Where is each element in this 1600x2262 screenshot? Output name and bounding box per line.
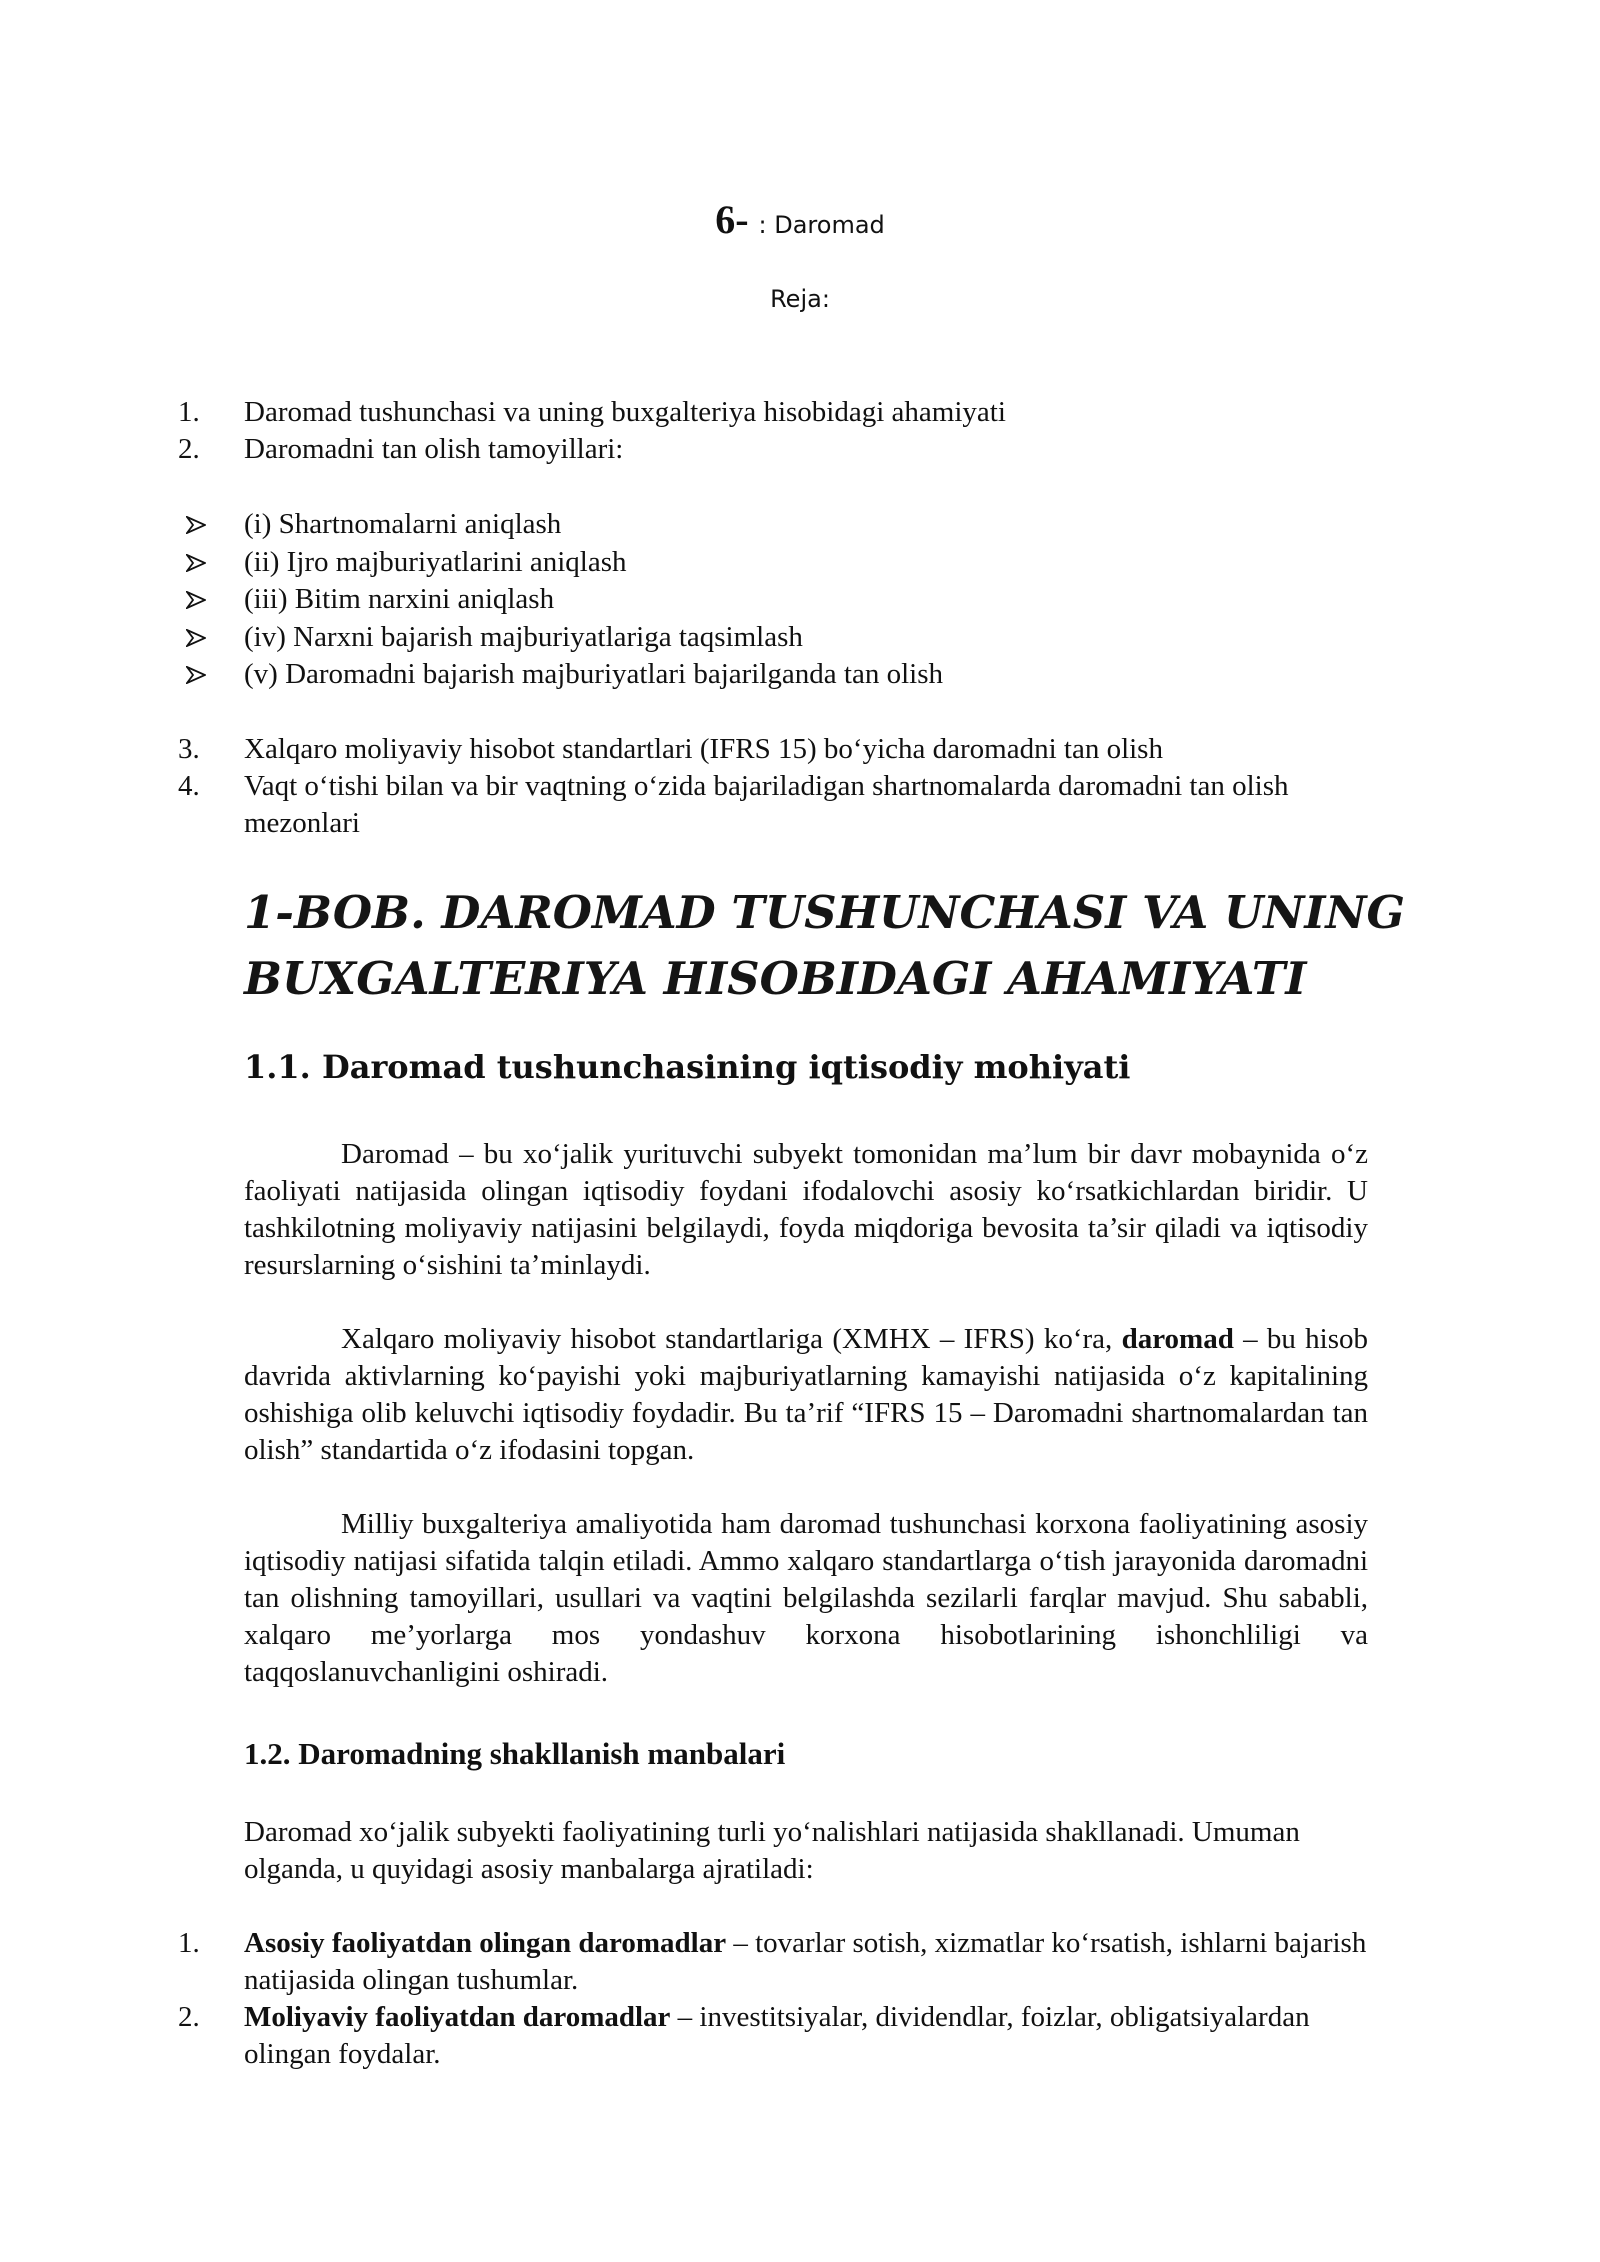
bullet-item — [178, 656, 1378, 694]
plan-list-b — [178, 731, 1378, 842]
list-number: 2. — [178, 2001, 200, 2033]
paragraph-text: Xalqaro moliyaviy hisobot standartlariga (XMHX – IFRS) ko‘ra, — [341, 1323, 1122, 1355]
list-number: 3. — [178, 733, 200, 765]
list-item — [178, 431, 1378, 468]
bullet-item — [178, 619, 1378, 657]
list-item-text: Xalqaro moliyaviy hisobot standartlari (IFRS 15) bo‘yicha daromadni tan olish — [244, 733, 1163, 765]
bold-term: Moliyaviy faoliyatdan daromadlar — [244, 2001, 671, 2033]
list-item-text: – investitsiyalar, dividendlar, foizlar, obligatsiyalardan olingan foydalar. — [244, 2001, 1310, 2070]
list-number: 1. — [178, 396, 200, 428]
arrowhead-bullet-icon — [186, 666, 206, 684]
list-item — [178, 1999, 1378, 2073]
topic-title: : Daromad — [758, 211, 885, 239]
bullet-text: (iv) Narxni bajarish majburiyatlariga taqsimlash — [244, 620, 803, 653]
bullet-text: (v) Daromadni bajarish majburiyatlari bajarilganda tan olish — [244, 658, 943, 690]
paragraph: Milliy buxgalteriya amaliyotida ham daromad tushunchasi korxona faoliyatining asosiy iqtisodiy natijasi sifatida talqin etiladi. Ammo xalqaro standartlarga o‘tish jarayonida daromadni tan olishning tamoyillari, usullari va vaqtini belgilashda sezilarli farqlar mavjud. Shu sababli, xalqaro me’yorlarga mos yondashuv korxona hisobotlarining ishonchliligi va taqqoslanuvchanligini oshiradi. — [244, 1508, 1368, 1688]
list-item-text: Vaqt o‘tishi bilan va bir vaqtning o‘zida bajariladigan shartnomalarda daromadni tan olish mezonlari — [244, 770, 1289, 839]
paragraph — [244, 1321, 1368, 1469]
plan-bullet-list — [178, 506, 1378, 694]
bullet-text: (iii) Bitim narxini aniqlash — [244, 583, 555, 615]
list-item — [178, 768, 1378, 842]
list-item-text: Daromad tushunchasi va uning buxgalteriya hisobidagi ahamiyati — [244, 396, 1006, 428]
bullet-text: (i) Shartnomalarni aniqlash — [244, 508, 562, 540]
list-number: 2. — [178, 433, 200, 465]
arrowhead-bullet-icon — [186, 554, 206, 572]
paragraph-text: – bu hisob davrida aktivlarning ko‘payishi yoki majburiyatlarning kamayishi natijasida o‘z kapitalining oshishiga olib keluvchi iqtisodiy foydadir. Bu ta’rif “IFRS 15 – Daromadni shartnomalardan tan olish” standartida o‘z ifodasini topgan. — [244, 1323, 1369, 1466]
chapter-title: 1-BOB. DAROMAD TUSHUNCHASI VA UNING BUXGALTERIYA HISOBIDAGI AHAMIYATI — [244, 886, 1405, 1005]
paragraph: Daromad – bu xo‘jalik yurituvchi subyekt tomonidan ma’lum bir davr mobaynida o‘z faoliyati natijasida olingan iqtisodiy foydani ifodalovchi asosiy ko‘rsatkichlardan biridir. U tashkilotning moliyaviy natijasini belgilaydi, foyda miqdoriga bevosita ta’sir qiladi va iqtisodiy resurslarning o‘sishini ta’minlaydi. — [244, 1138, 1368, 1281]
topic-number: 6- — [715, 197, 749, 242]
section-1-title: 1.1. Daromad tushunchasining iqtisodiy mohiyati — [244, 1048, 1131, 1086]
list-item-text: – tovarlar sotish, xizmatlar ko‘rsatish, ishlarni bajarish natijasida olingan tushumlar. — [244, 1927, 1367, 1996]
bold-term: daromad — [1121, 1323, 1234, 1355]
arrowhead-bullet-icon — [186, 629, 206, 647]
bullet-item — [178, 581, 1378, 619]
arrowhead-bullet-icon — [186, 516, 206, 534]
sources-list — [178, 1925, 1378, 2073]
plan-label: Reja: — [770, 285, 830, 313]
bullet-text: (ii) Ijro majburiyatlarini aniqlash — [244, 545, 627, 578]
section-2-title: 1.2. Daromadning shakllanish manbalari — [244, 1736, 786, 1771]
bullet-item — [178, 544, 1378, 582]
list-item — [178, 394, 1378, 431]
list-number: 4. — [178, 770, 200, 802]
arrowhead-bullet-icon — [186, 591, 206, 609]
list-number: 1. — [178, 1927, 200, 1959]
bullet-item — [178, 506, 1378, 544]
paragraph: Daromad xo‘jalik subyekti faoliyatining turli yo‘nalishlari natijasida shakllanadi. Umuman olganda, u quyidagi asosiy manbalarga ajratiladi: — [244, 1816, 1300, 1885]
topic-heading — [0, 196, 1600, 243]
list-item-text: Daromadni tan olish tamoyillari: — [244, 433, 624, 465]
list-item — [178, 1925, 1378, 1999]
list-item — [178, 731, 1378, 768]
bold-term: Asosiy faoliyatdan olingan daromadlar — [244, 1927, 727, 1959]
plan-list-a — [178, 394, 1378, 468]
